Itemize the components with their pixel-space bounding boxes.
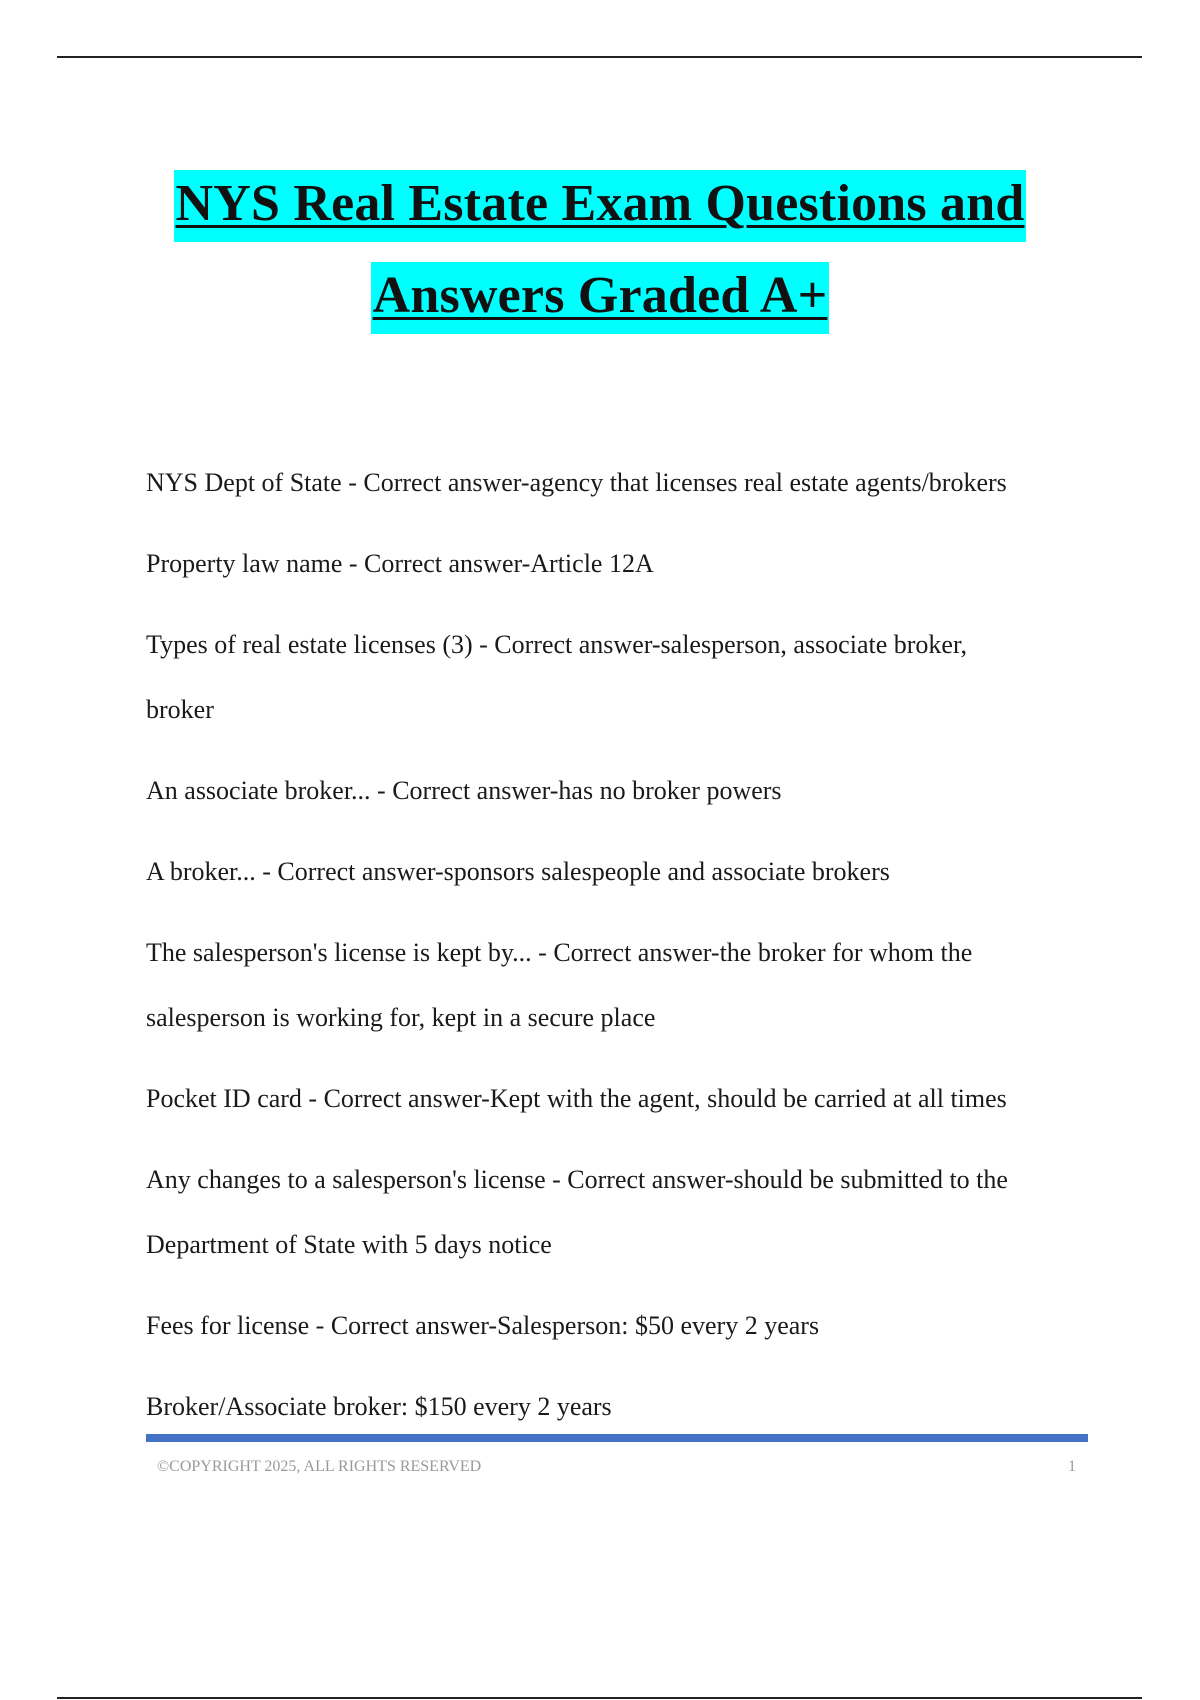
page-number: 1 <box>1068 1458 1076 1475</box>
qa-text: Any changes to a salesperson's license - Correct answer-should be submitted to the <box>146 1165 1008 1194</box>
qa-entry <box>146 1293 1086 1358</box>
title-line-2: Answers Graded A+ <box>371 262 830 334</box>
footer-copyright: ©COPYRIGHT 2025, ALL RIGHTS RESERVED <box>157 1458 482 1475</box>
qa-text: Pocket ID card - Correct answer-Kept with the agent, should be carried at all times <box>146 1084 1007 1113</box>
qa-text: Broker/Associate broker: $150 every 2 years <box>146 1392 612 1421</box>
qa-entry <box>146 450 1086 515</box>
qa-entry <box>146 1147 1086 1277</box>
qa-text: A broker... - Correct answer-sponsors salespeople and associate brokers <box>146 857 890 886</box>
qa-entry <box>146 531 1086 596</box>
qa-list <box>146 450 1086 1455</box>
qa-text: NYS Dept of State - Correct answer-agency that licenses real estate agents/brokers <box>146 468 1007 497</box>
qa-text-continued: salesperson is working for, kept in a secure place <box>146 1003 656 1032</box>
title-line-1: NYS Real Estate Exam Questions and <box>174 170 1027 242</box>
qa-text: Types of real estate licenses (3) - Correct answer-salesperson, associate broker, <box>146 630 968 659</box>
qa-entry <box>146 1374 1086 1439</box>
qa-entry <box>146 758 1086 823</box>
qa-text: Property law name - Correct answer-Article 12A <box>146 549 654 578</box>
bottom-rule <box>57 1697 1142 1699</box>
qa-entry <box>146 839 1086 904</box>
qa-text: The salesperson's license is kept by... - Correct answer-the broker for whom the <box>146 938 973 967</box>
document-title <box>0 170 1200 334</box>
qa-entry <box>146 612 1086 742</box>
qa-text-continued: broker <box>146 695 214 724</box>
qa-entry <box>146 1066 1086 1131</box>
qa-text-continued: Department of State with 5 days notice <box>146 1230 552 1259</box>
footer-divider-bar <box>146 1434 1088 1442</box>
top-rule <box>57 56 1142 58</box>
qa-text: An associate broker... - Correct answer-has no broker powers <box>146 776 782 805</box>
qa-entry <box>146 920 1086 1050</box>
qa-text: Fees for license - Correct answer-Salesperson: $50 every 2 years <box>146 1311 820 1340</box>
